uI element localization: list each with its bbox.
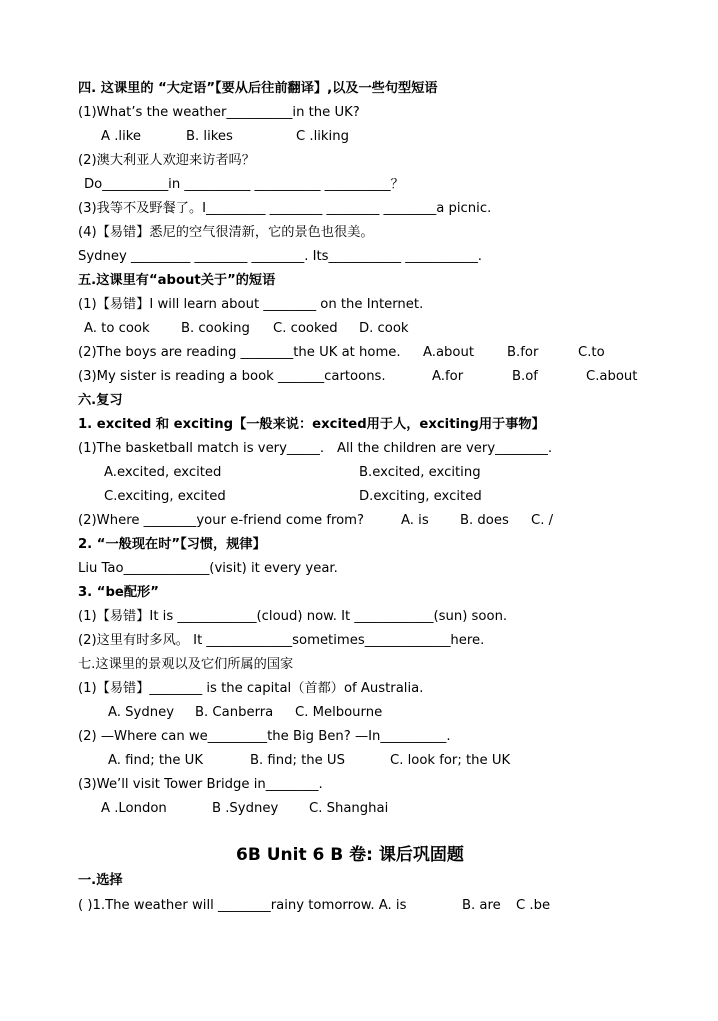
text-line: (1)What’s the weather__________in the UK? bbox=[78, 105, 360, 120]
section-heading: 五.这课里有“about关于”的短语 bbox=[78, 273, 276, 288]
text-line: 七.这课里的景观以及它们所属的国家 bbox=[78, 657, 294, 672]
section-title: 6B Unit 6 B 卷: 课后巩固题 bbox=[236, 845, 464, 865]
text-line: (4)【易错】悉尼的空气很清新，它的景色也很美。 bbox=[78, 225, 374, 240]
text-line: (1)The basketball match is very_____. bbox=[78, 441, 325, 456]
text-line: A. to cook bbox=[84, 321, 150, 336]
text-line: (2)The boys are reading ________the UK at home. bbox=[78, 345, 401, 360]
text-line: All the children are very________. bbox=[337, 441, 553, 456]
text-line: (3)我等不及野餐了。I_________ ________ ________ ________a picnic. bbox=[78, 201, 492, 216]
text-line: C. Shanghai bbox=[309, 801, 389, 816]
text-line: B. Canberra bbox=[195, 705, 274, 720]
text-line: B.of bbox=[512, 369, 538, 384]
text-line: B. cooking bbox=[181, 321, 250, 336]
text-line: A. Sydney bbox=[108, 705, 174, 720]
text-line: C. / bbox=[531, 513, 554, 528]
section-heading: 一.选择 bbox=[78, 873, 123, 888]
text-line: ( )1.The weather will ________rainy tomorrow. A. is bbox=[78, 898, 407, 913]
text-line: (3)We’ll visit Tower Bridge in________. bbox=[78, 777, 323, 792]
text-line: B.for bbox=[507, 345, 539, 360]
text-line: (1)【易错】It is ____________(cloud) now. It ____________(sun) soon. bbox=[78, 609, 508, 624]
text-line: B. find; the US bbox=[250, 753, 345, 768]
text-line: C.exciting, excited bbox=[104, 489, 226, 504]
text-line: A. find; the UK bbox=[108, 753, 203, 768]
section-heading: 1. excited 和 exciting【一般来说：excited用于人，exciting用于事物】 bbox=[78, 417, 545, 432]
text-line: A.about bbox=[423, 345, 475, 360]
text-line: Liu Tao_____________(visit) it every year. bbox=[78, 561, 338, 576]
text-line: A .London bbox=[101, 801, 167, 816]
text-line: D.exciting, excited bbox=[359, 489, 482, 504]
text-line: A .like bbox=[101, 129, 142, 144]
section-heading: 四. 这课里的 “大定语”【要从后往前翻译】,以及一些句型短语 bbox=[78, 81, 438, 96]
text-line: A.excited, excited bbox=[104, 465, 222, 480]
text-line: B. are bbox=[462, 898, 501, 913]
text-line: (1)【易错】I will learn about ________ on the Internet. bbox=[78, 297, 424, 312]
section-heading: 3. “be配形” bbox=[78, 585, 159, 600]
text-line: C.about bbox=[586, 369, 638, 384]
text-line: (2)澳大利亚人欢迎来访者吗？ bbox=[78, 153, 255, 168]
text-line: C. Melbourne bbox=[295, 705, 383, 720]
text-line: C.to bbox=[578, 345, 605, 360]
section-heading: 六.复习 bbox=[78, 393, 123, 408]
text-line: (2)Where ________your e-friend come from? bbox=[78, 513, 365, 528]
text-line: A. is bbox=[401, 513, 429, 528]
text-line: (2) —Where can we_________the Big Ben? —In__________. bbox=[78, 729, 451, 744]
text-line: B.excited, exciting bbox=[359, 465, 481, 480]
text-line: B .Sydney bbox=[212, 801, 279, 816]
text-line: (3)My sister is reading a book _______cartoons. bbox=[78, 369, 386, 384]
text-line: B. does bbox=[460, 513, 509, 528]
text-line: Do__________in __________ __________ __________？ bbox=[84, 177, 404, 192]
text-line: Sydney _________ ________ ________. Its___________ ___________. bbox=[78, 249, 483, 264]
text-line: C .liking bbox=[296, 129, 349, 144]
text-line: (2)这里有时多风。 It _____________sometimes_____________here. bbox=[78, 633, 485, 648]
text-line: B. likes bbox=[186, 129, 233, 144]
section-heading: 2. “一般现在时”【习惯，规律】 bbox=[78, 537, 266, 552]
text-line: D. cook bbox=[359, 321, 409, 336]
text-line: C. look for; the UK bbox=[390, 753, 511, 768]
text-line: C. cooked bbox=[273, 321, 338, 336]
text-line: C .be bbox=[516, 898, 551, 913]
text-line: (1)【易错】________ is the capital（首都）of Australia. bbox=[78, 681, 424, 696]
text-line: A.for bbox=[432, 369, 464, 384]
